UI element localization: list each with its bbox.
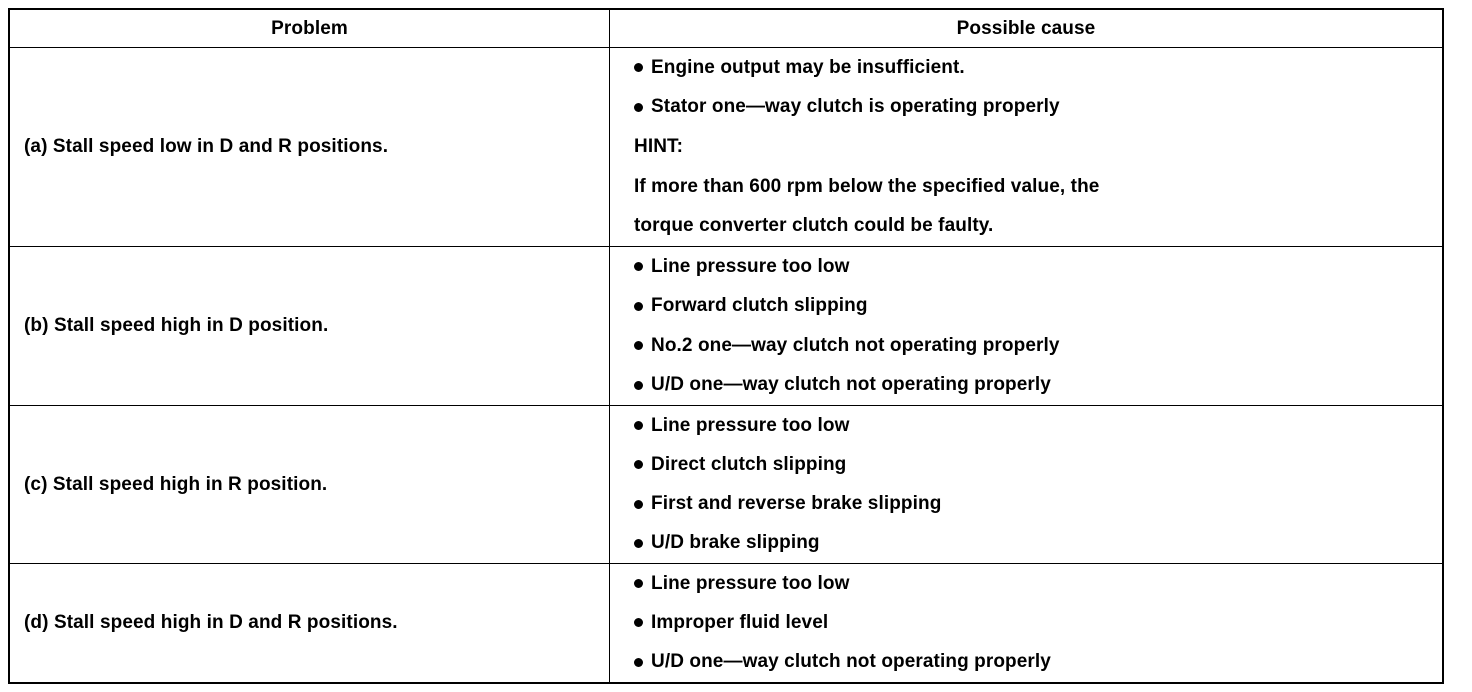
cause-line bbox=[634, 57, 1442, 79]
bullet-icon bbox=[634, 302, 643, 311]
hint-text: If more than 600 rpm below the specified value, the bbox=[634, 175, 1100, 197]
cause-cell bbox=[610, 48, 1442, 246]
table-row bbox=[10, 246, 1442, 405]
problem-cell bbox=[10, 48, 610, 246]
header-cause-cell bbox=[610, 10, 1442, 47]
bullet-icon bbox=[634, 421, 643, 430]
cause-text: U/D one—way clutch not operating properly bbox=[651, 374, 1051, 396]
table-header-row bbox=[10, 10, 1442, 47]
cause-text: Line pressure too low bbox=[651, 572, 850, 594]
cause-text: Line pressure too low bbox=[651, 414, 850, 436]
cause-line bbox=[634, 295, 1442, 317]
problem-text: (d) Stall speed high in D and R positions. bbox=[24, 612, 398, 633]
cause-line bbox=[634, 415, 1442, 437]
cause-text: First and reverse brake slipping bbox=[651, 493, 942, 515]
bullet-icon bbox=[634, 539, 643, 548]
cause-text: Engine output may be insufficient. bbox=[651, 56, 965, 78]
bullet-icon bbox=[634, 341, 643, 350]
cause-text: U/D brake slipping bbox=[651, 532, 820, 554]
cause-line bbox=[634, 136, 1442, 158]
cause-line bbox=[634, 374, 1442, 396]
cause-text: No.2 one—way clutch not operating properly bbox=[651, 334, 1060, 356]
problem-cell bbox=[10, 564, 610, 682]
cause-line bbox=[634, 96, 1442, 118]
cause-text: Line pressure too low bbox=[651, 255, 850, 277]
cause-line bbox=[634, 573, 1442, 595]
cause-text: Forward clutch slipping bbox=[651, 295, 868, 317]
problem-text: (b) Stall speed high in D position. bbox=[24, 315, 329, 336]
diagnosis-table bbox=[8, 8, 1444, 684]
table-row bbox=[10, 563, 1442, 682]
cause-line bbox=[634, 532, 1442, 554]
cause-line bbox=[634, 612, 1442, 634]
bullet-icon bbox=[634, 618, 643, 627]
cause-text: Direct clutch slipping bbox=[651, 453, 847, 475]
header-problem: Problem bbox=[271, 17, 348, 39]
bullet-icon bbox=[634, 500, 643, 509]
bullet-icon bbox=[634, 262, 643, 271]
problem-text: (a) Stall speed low in D and R positions. bbox=[24, 136, 389, 157]
table-row bbox=[10, 405, 1442, 563]
hint-text: torque converter clutch could be faulty. bbox=[634, 215, 994, 237]
cause-line bbox=[634, 256, 1442, 278]
bullet-icon bbox=[634, 381, 643, 390]
cause-line bbox=[634, 176, 1442, 198]
header-problem-cell bbox=[10, 10, 610, 47]
bullet-icon bbox=[634, 579, 643, 588]
cause-cell bbox=[610, 564, 1442, 682]
bullet-icon bbox=[634, 460, 643, 469]
cause-text: Stator one—way clutch is operating properly bbox=[651, 96, 1060, 118]
cause-line bbox=[634, 651, 1442, 673]
hint-label: HINT: bbox=[634, 135, 684, 157]
header-cause: Possible cause bbox=[956, 17, 1096, 39]
table-row bbox=[10, 47, 1442, 246]
bullet-icon bbox=[634, 103, 643, 112]
cause-cell bbox=[610, 406, 1442, 563]
cause-text: U/D one—way clutch not operating properly bbox=[651, 651, 1051, 673]
problem-cell bbox=[10, 247, 610, 405]
bullet-icon bbox=[634, 658, 643, 667]
cause-cell bbox=[610, 247, 1442, 405]
cause-line bbox=[634, 215, 1442, 237]
problem-text: (c) Stall speed high in R position. bbox=[24, 473, 328, 495]
cause-line bbox=[634, 335, 1442, 357]
cause-line bbox=[634, 493, 1442, 515]
bullet-icon bbox=[634, 63, 643, 72]
problem-cell bbox=[10, 406, 610, 563]
cause-line bbox=[634, 454, 1442, 476]
cause-text: Improper fluid level bbox=[651, 611, 829, 633]
